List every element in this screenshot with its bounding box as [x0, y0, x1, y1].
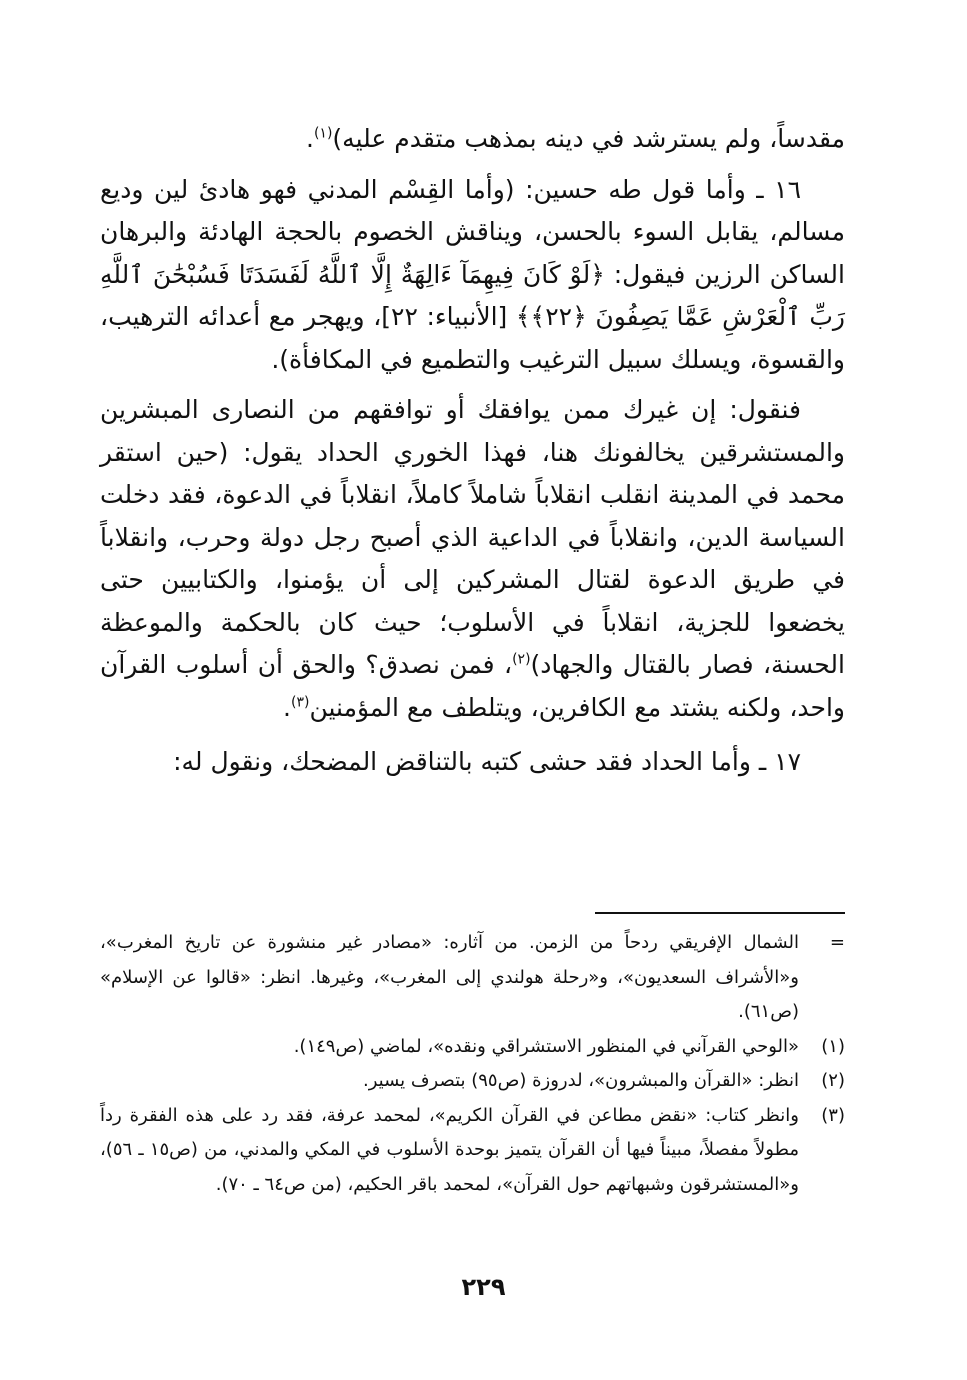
- footnote-text: وانظر كتاب: «نقض مطاعن في القرآن الكريم»، لمحمد عرفة، فقد رد على هذه الفقرة رداً مطولاً مفصلاً، مبيناً فيها أن القرآن يتميز بوحدة الأسلوب في المكي والمدني، من (ص١٥ ـ ٥٦)، و«المستشرقون وشبهاتهم حول القرآن»، لمحمد باقر الحكيم، (من ص٦٤ ـ ٧٠).: [100, 1104, 799, 1195]
- footnote-marker: (٢): [821, 1070, 845, 1091]
- footnote-ref: (١): [313, 125, 333, 142]
- paragraph-text: فنقول: إن غيرك ممن يوافقك أو توافقهم من النصارى المبشرين والمستشرقين يخالفونك هنا، فهذا الخوري الحداد يقول: (حين استقر محمد في المدينة انقلب انقلاباً شاملاً كاملاً، انقلاباً في الدعوة، فقد دخلت السياسة الدين، وانقلاباً في الداعية الذي أصبح رجل دولة وحرب، وانقلاباً في طريق الدعوة لقتال المشركين إلى أن يؤمنوا، والكتابيين حتى يخضعوا للجزية، انقلاباً في الأسلوب؛ حيث كان بالحكمة والموعظة الحسنة، فصار بالقتال والجهاد): [100, 395, 845, 679]
- footnotes: [100, 926, 845, 1202]
- paragraph-text: ، فمن نصدق؟ والحق أن أسلوب القرآن واحد، ولكنه يشتد مع الكافرين، ويتلطف مع المؤمنين: [100, 650, 845, 722]
- footnote-separator: [595, 912, 845, 914]
- footnote-text: انظر: «القرآن والمبشرون»، لدروزة (ص٩٥) بتصرف يسير.: [363, 1070, 799, 1091]
- paragraph-text: مقدساً، ولم يسترشد في دينه بمذهب متقدم عليه): [332, 124, 845, 153]
- footnote-ref: (٣): [291, 694, 310, 711]
- paragraph-end: .: [283, 692, 291, 722]
- page-number: ٢٢٩: [461, 1273, 506, 1301]
- footnote-item: [100, 1099, 845, 1203]
- footnote-item: [100, 926, 845, 1030]
- footnote-marker: (١): [821, 1035, 845, 1057]
- footnote-marker: =: [829, 932, 845, 953]
- paragraph-response: [100, 389, 845, 729]
- footnote-item: [100, 1030, 845, 1065]
- paragraph-16: ١٦ ـ وأما قول طه حسين: (وأما القِسْم المدني فهو هادئ لين وديع مسالم، يقابل السوء بالحسن، ويناقش الخصوم بالحجة الهادئة والبرهان الساكن الرزين فيقول: ﴿لَوْ كَانَ فِيهِمَآ ءَالِهَةٌ إِلَّا ٱللَّهُ لَفَسَدَتَا فَسُبْحَٰنَ ٱللَّهِ رَبِّ ٱلْعَرْشِ عَمَّا يَصِفُونَ ﴿٢٢﴾﴾ [الأنبياء: ٢٢]، ويهجر مع أعدائه الترهيب، والقسوة، ويسلك سبيل الترغيب والتطميع في المكافأة).: [100, 174, 845, 374]
- footnote-ref: (٢): [512, 651, 531, 668]
- footnote-text: الشمال الإفريقي ردحاً من الزمن. من آثاره: «مصادر غير منشورة عن تاريخ المغرب»، و«الأشراف السعديون»، و«رحلة هولندي إلى المغرب»، وغيرها. انظر: «قالوا عن الإسلام» (ص٦١).: [100, 932, 799, 1022]
- paragraph-17: ١٧ ـ وأما الحداد فقد حشى كتبه بالتناقض المضحك، ونقول له:: [173, 747, 801, 776]
- footnote-marker: (٣): [821, 1104, 845, 1126]
- paragraph-continuation: [100, 118, 845, 161]
- footnote-item: [100, 1064, 845, 1099]
- main-text: [100, 118, 845, 784]
- paragraph-end: .: [305, 124, 314, 153]
- footnote-text: «الوحي القرآني في المنظور الاستشراقي ونقده»، لماضي (ص١٤٩).: [293, 1035, 799, 1057]
